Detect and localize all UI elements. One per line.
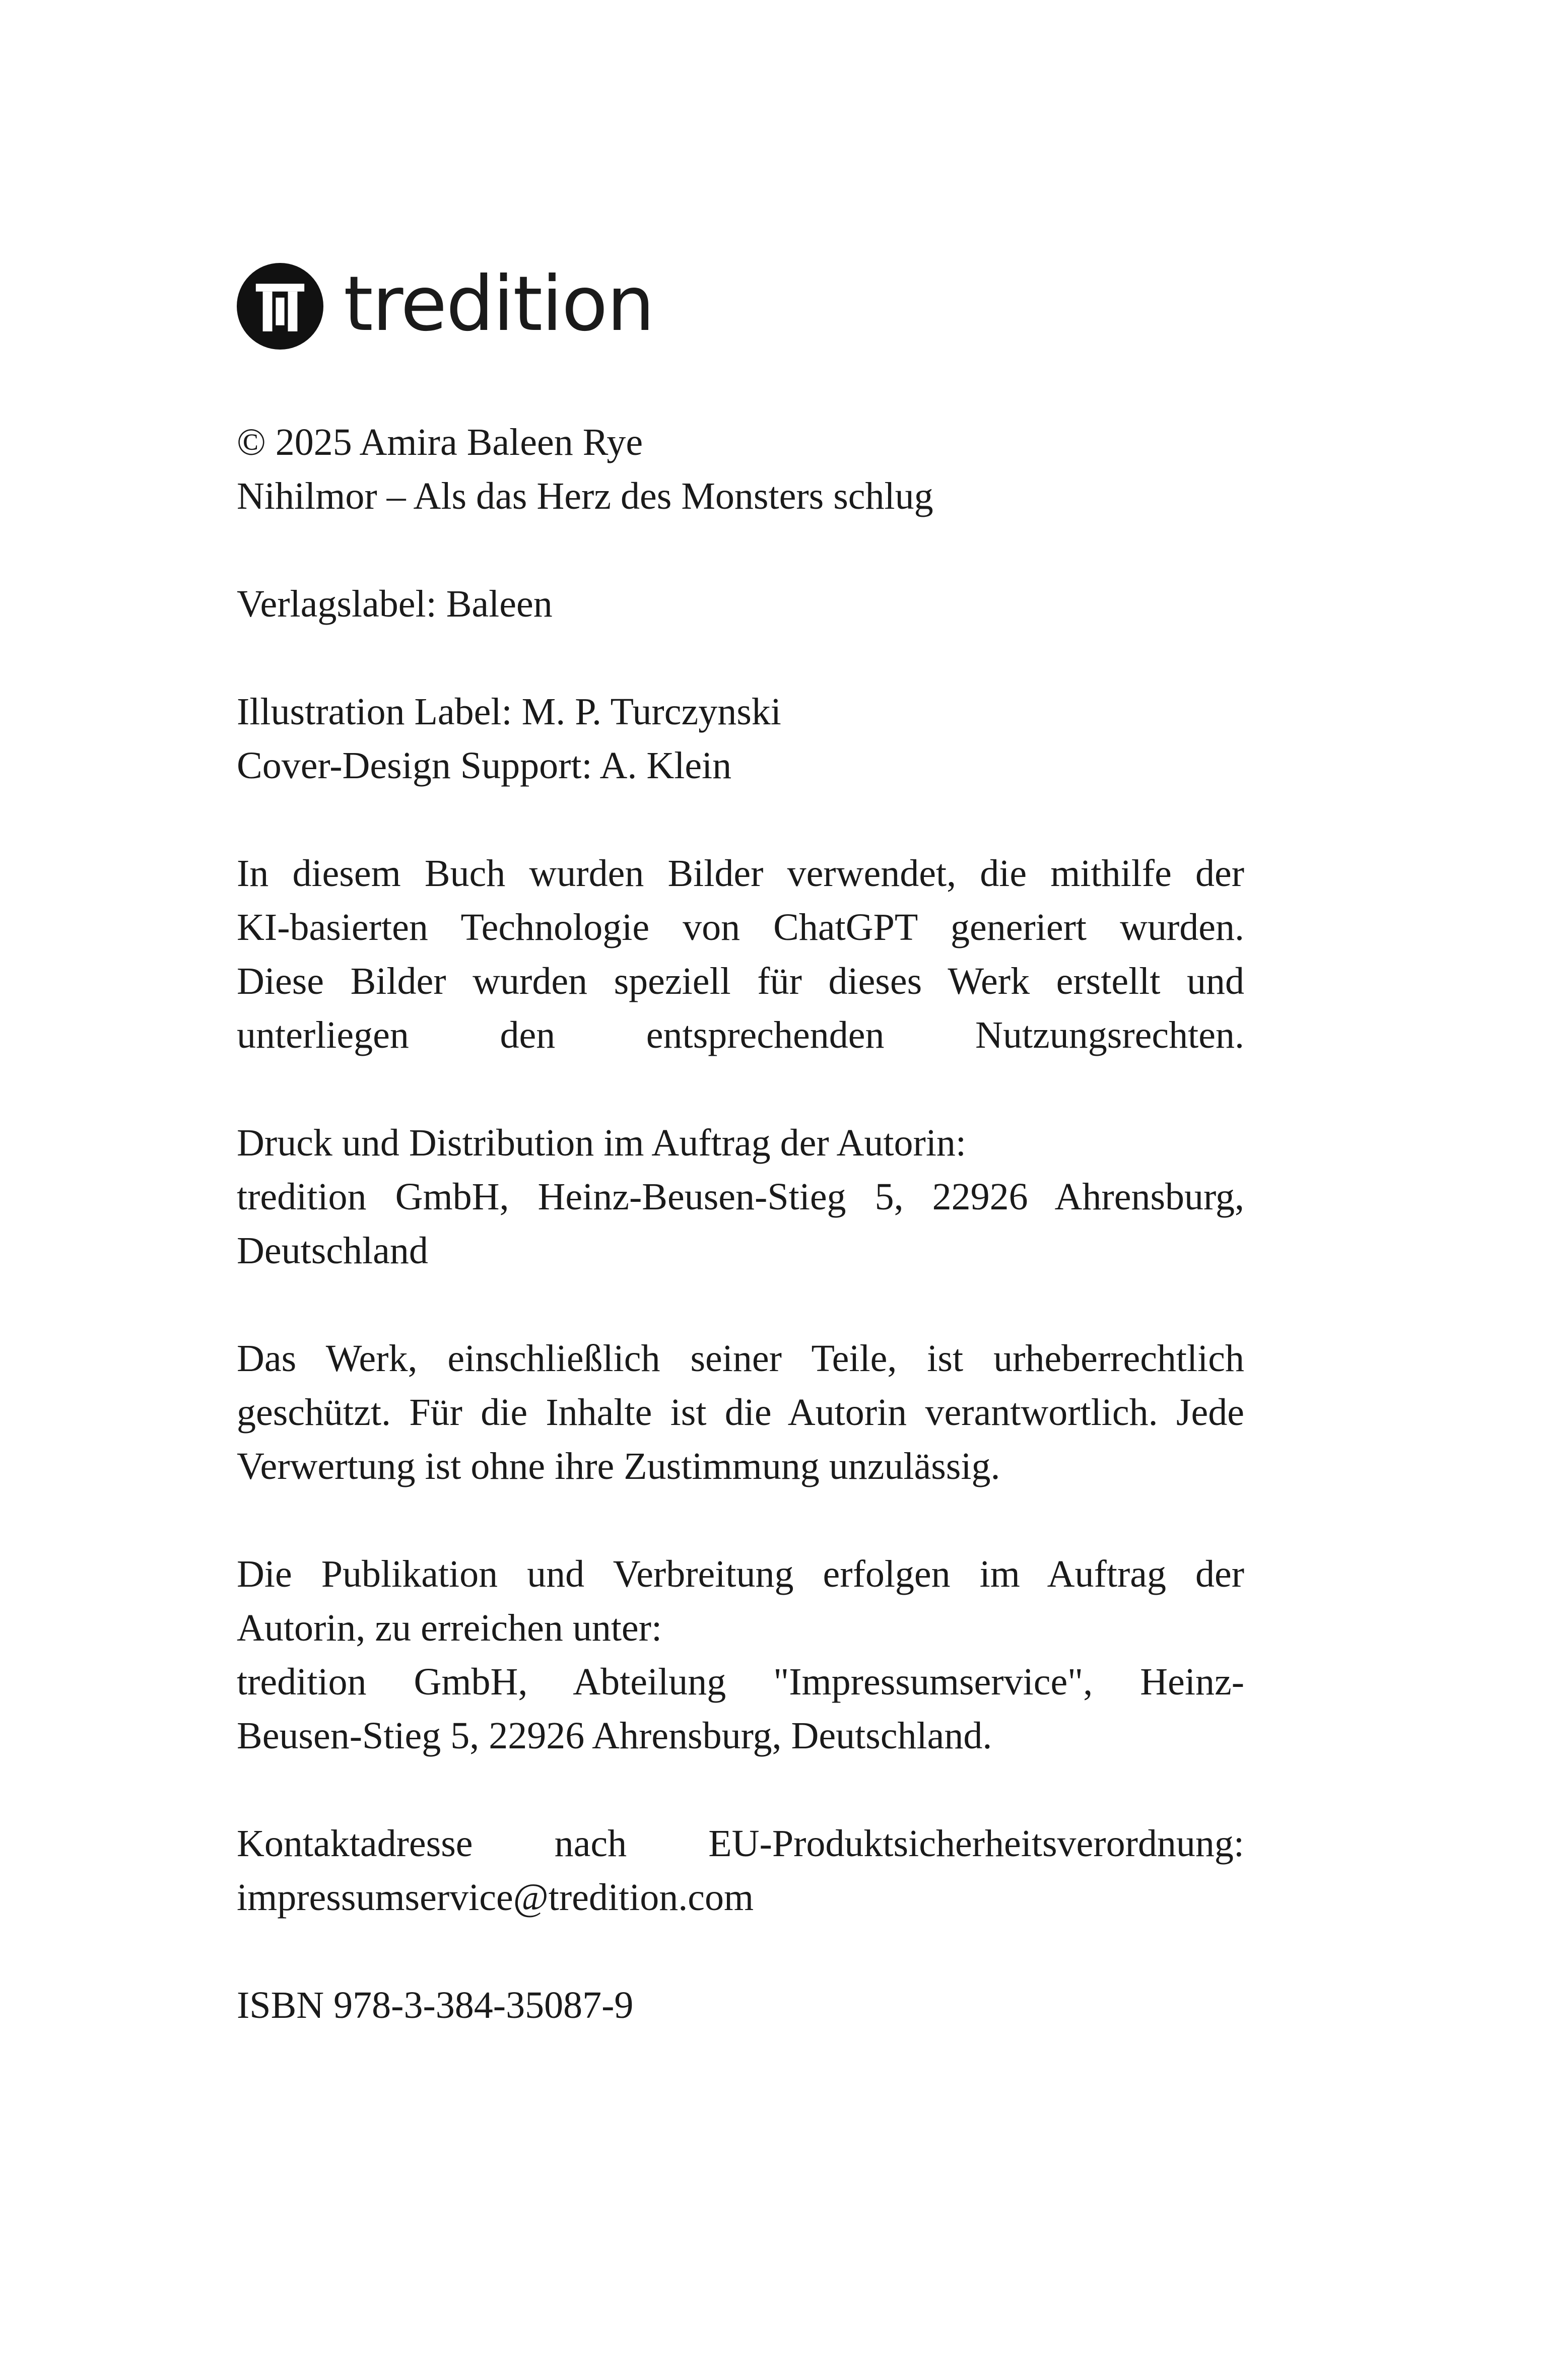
publication-line: tredition GmbH, Abteilung "Impressumservice", Heinz- bbox=[237, 1661, 1244, 1703]
book-title: Nihilmor – Als das Herz des Monsters schlug bbox=[237, 475, 933, 517]
ai-notice-line: KI-basierten Technologie von ChatGPT generiert wurden. bbox=[237, 906, 1244, 948]
publisher-logo bbox=[237, 261, 654, 352]
distribution-notice bbox=[237, 1116, 1244, 1278]
credits-block bbox=[237, 685, 1244, 793]
isbn-block bbox=[237, 1979, 1244, 2032]
contact-notice bbox=[237, 1817, 1244, 1925]
isbn: ISBN 978-3-384-35087-9 bbox=[237, 1984, 634, 2026]
copyright-notice bbox=[237, 1332, 1244, 1493]
cover-design-credit: Cover-Design Support: A. Klein bbox=[237, 744, 732, 787]
copyright-notice-line: Das Werk, einschließlich seiner Teile, ist urheberrechtlich bbox=[237, 1337, 1244, 1380]
ai-notice-line: In diesem Buch wurden Bilder verwendet, die mithilfe der bbox=[237, 852, 1244, 895]
illustration-credit: Illustration Label: M. P. Turczynski bbox=[237, 691, 781, 733]
publication-line: Die Publikation und Verbreitung erfolgen im Auftrag der bbox=[237, 1553, 1244, 1595]
imprint-text bbox=[237, 416, 1244, 2086]
publisher-label: Verlagslabel: Baleen bbox=[237, 583, 553, 625]
distribution-line: Deutschland bbox=[237, 1230, 428, 1272]
contact-line: Kontaktadresse nach EU-Produktsicherheitsverordnung: bbox=[237, 1822, 1244, 1865]
publication-line: Beusen-Stieg 5, 22926 Ahrensburg, Deutschland. bbox=[237, 1715, 992, 1757]
copyright-line: © 2025 Amira Baleen Rye bbox=[237, 421, 643, 463]
contact-email: impressumservice@tredition.com bbox=[237, 1876, 754, 1919]
distribution-line: Druck und Distribution im Auftrag der Autorin: bbox=[237, 1122, 967, 1164]
label-block bbox=[237, 577, 1244, 631]
publication-line: Autorin, zu erreichen unter: bbox=[237, 1607, 662, 1649]
ai-notice bbox=[237, 847, 1244, 1062]
logo-wordmark: tredition bbox=[344, 260, 654, 348]
copyright-block bbox=[237, 416, 1244, 523]
copyright-notice-line: Verwertung ist ohne ihre Zustimmung unzulässig. bbox=[237, 1445, 1000, 1487]
distribution-line: tredition GmbH, Heinz-Beusen-Stieg 5, 22926 Ahrensburg, bbox=[237, 1176, 1244, 1218]
ai-notice-line: unterliegen den entsprechenden Nutzungsrechten. bbox=[237, 1014, 1244, 1056]
ai-notice-line: Diese Bilder wurden speziell für dieses Werk erstellt und bbox=[237, 960, 1244, 1002]
publication-notice bbox=[237, 1547, 1244, 1763]
tredition-logo-icon bbox=[237, 263, 323, 350]
copyright-notice-line: geschützt. Für die Inhalte ist die Autorin verantwortlich. Jede bbox=[237, 1391, 1244, 1434]
